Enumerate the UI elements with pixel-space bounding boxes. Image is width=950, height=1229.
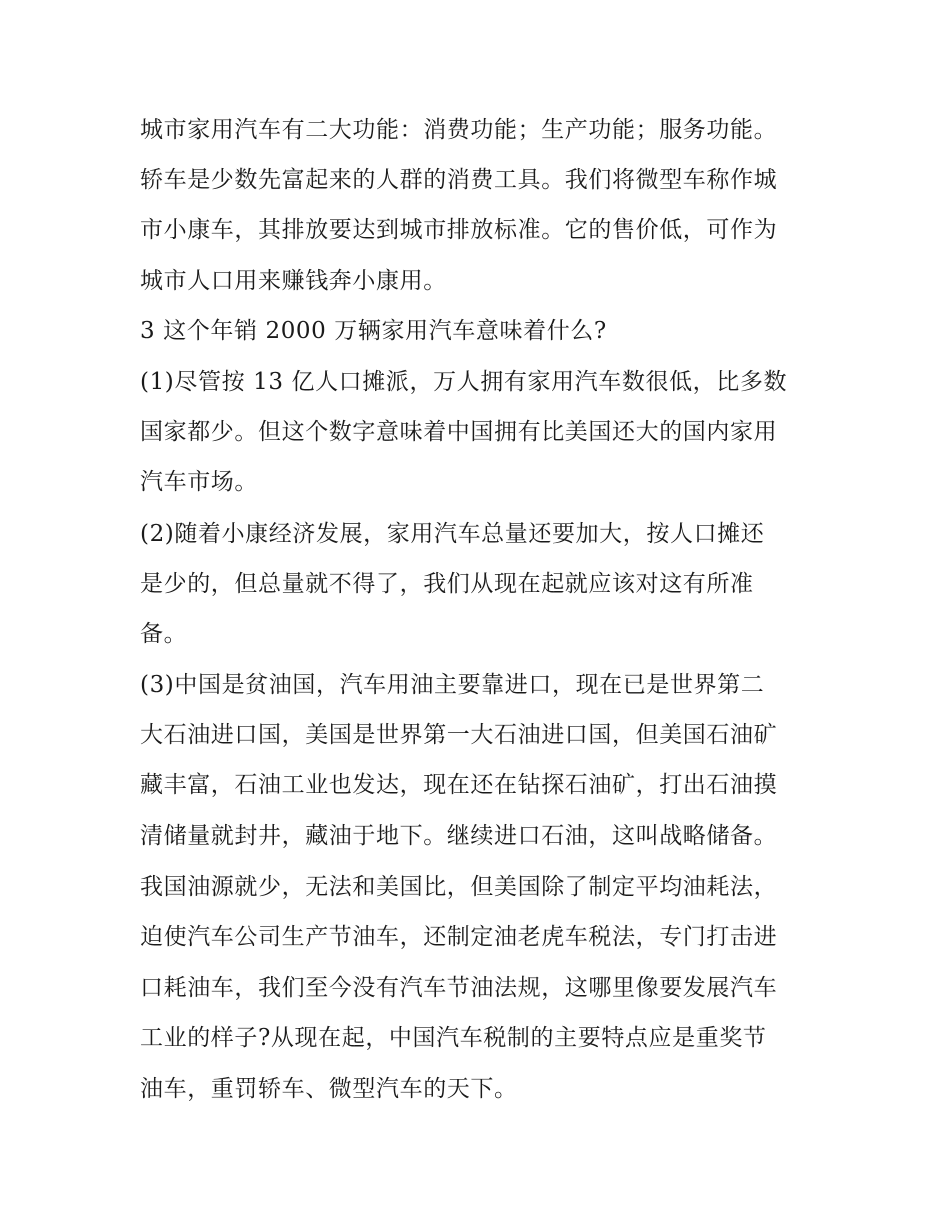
text-line: 藏丰富，石油工业也发达，现在还在钻探石油矿，打出石油摸 — [140, 772, 778, 798]
text-line: 城市家用汽车有二大功能：消费功能；生产功能；服务功能。 — [140, 117, 778, 143]
text-line: 国家都少。但这个数字意味着中国拥有比美国还大的国内家用 — [140, 419, 778, 445]
text-line: 汽车市场。 — [140, 469, 258, 495]
text-line: 油车，重罚轿车、微型汽车的天下。 — [140, 1076, 518, 1102]
text-line: 口耗油车，我们至今没有汽车节油法规，这哪里像要发展汽车 — [140, 975, 778, 1001]
text-line: 大石油进口国，美国是世界第一大石油进口国，但美国石油矿 — [140, 722, 778, 748]
text-line: 是少的，但总量就不得了，我们从现在起就应该对这有所准 — [140, 571, 754, 597]
text-line: 3 这个年销 2000 万辆家用汽车意味着什么? — [140, 318, 607, 344]
text-line: 我国油源就少，无法和美国比，但美国除了制定平均油耗法， — [140, 874, 778, 900]
text-line: 城市人口用来赚钱奔小康用。 — [140, 268, 447, 294]
text-line: 迫使汽车公司生产节油车，还制定油老虎车税法，专门打击进 — [140, 924, 778, 950]
text-line: 清储量就封井，藏油于地下。继续进口石油，这叫战略储备。 — [140, 823, 778, 849]
text-line: (1)尽管按 13 亿人口摊派，万人拥有家用汽车数很低，比多数 — [140, 369, 788, 395]
text-line: (3)中国是贫油国，汽车用油主要靠进口，现在已是世界第二 — [140, 672, 765, 698]
text-line: 备。 — [140, 621, 188, 647]
text-line: 市小康车，其排放要达到城市排放标准。它的售价低，可作为 — [140, 217, 778, 243]
text-line: 工业的样子?从现在起，中国汽车税制的主要特点应是重奖节 — [140, 1025, 767, 1051]
text-line: (2)随着小康经济发展，家用汽车总量还要加大，按人口摊还 — [140, 521, 765, 547]
text-line: 轿车是少数先富起来的人群的消费工具。我们将微型车称作城 — [140, 167, 778, 193]
